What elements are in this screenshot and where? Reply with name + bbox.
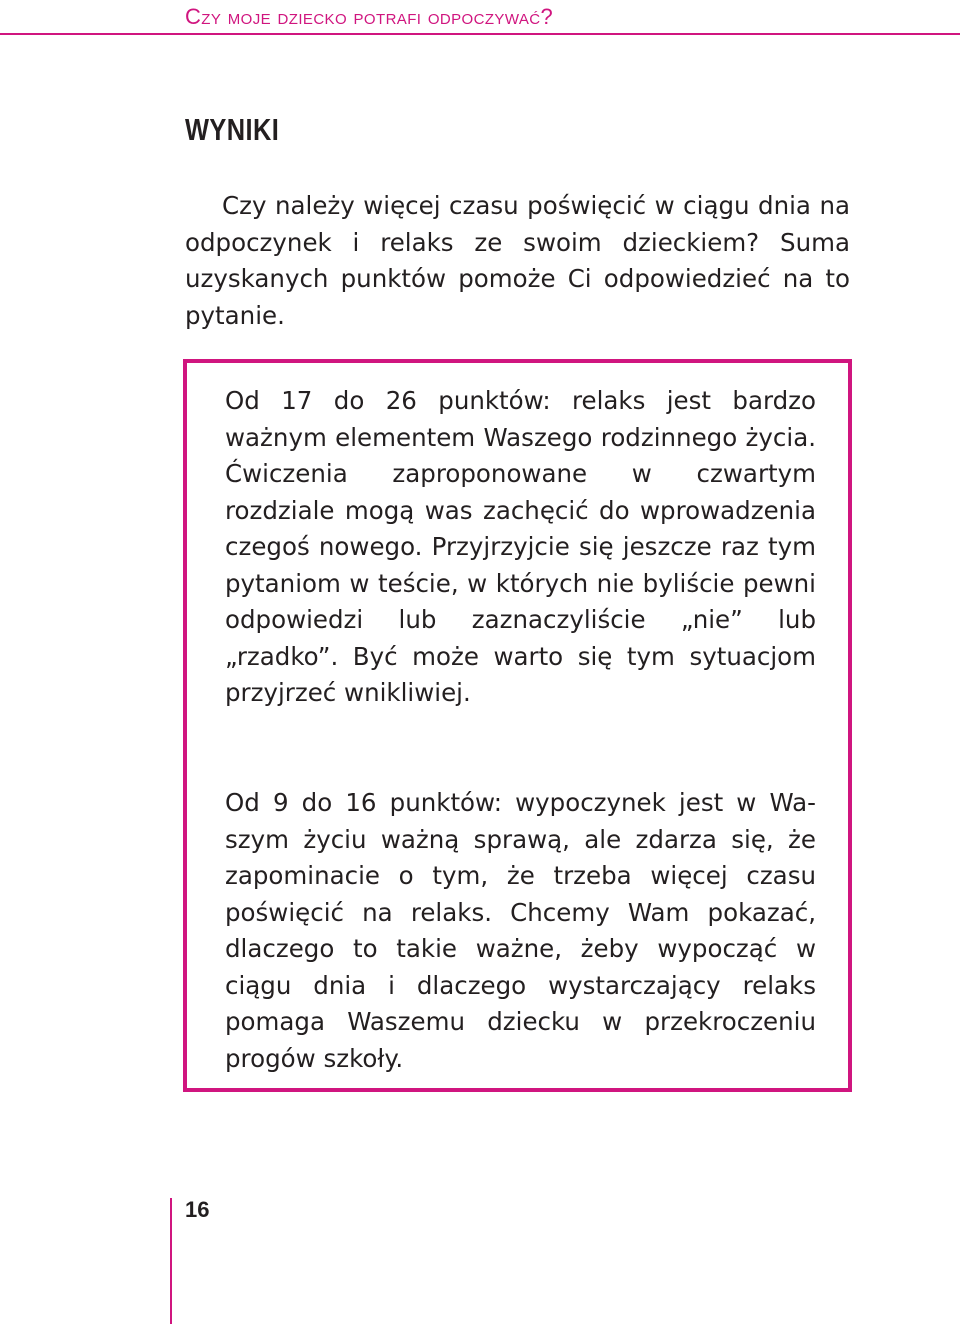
page-number-rule xyxy=(170,1198,172,1324)
running-header: Czy moje dziecko potrafi odpoczywać? xyxy=(185,4,554,29)
page-number: 16 xyxy=(185,1197,210,1222)
results-box xyxy=(183,359,852,1092)
result-paragraph-high: Od 17 do 26 punktów: relaks jest bardzo ważnym elementem Waszego rodzinnego życia. Ćwiczenia zaproponowane w czwartym rozdziale mogą was zachęcić do wprowadzenia czegoś nowego. Przyjrzyjcie się jeszcze raz tym pytaniom w teście, w których nie byliście pewni odpowiedzi lub zaznaczyliście „nie” lub „rzadko”. Być może warto się tym sytuacjom przyjrzeć wnikliwiej. xyxy=(225,386,816,707)
intro-paragraph: Czy należy więcej czasu poświęcić w ciągu dnia na odpoczynek i relaks ze swoim dzieckiem? Suma uzyskanych punktów pomoże Ci odpowiedzieć na to pytanie. xyxy=(185,191,850,330)
section-title: WYNIKI xyxy=(185,112,280,147)
header-rule xyxy=(0,33,960,35)
result-paragraph-medium: Od 9 do 16 punktów: wypoczynek jest w Waszym życiu ważną sprawą, ale zdarza się, że zapominacie o tym, że trzeba więcej czasu poświęcić na relaks. Chcemy Wam pokazać, dlaczego to takie ważne, żeby wypocząć w ciągu dnia i dlaczego wystarczający relaks pomaga Waszemu dziecku w przekroczeniu progów szkoły. xyxy=(225,788,816,1073)
